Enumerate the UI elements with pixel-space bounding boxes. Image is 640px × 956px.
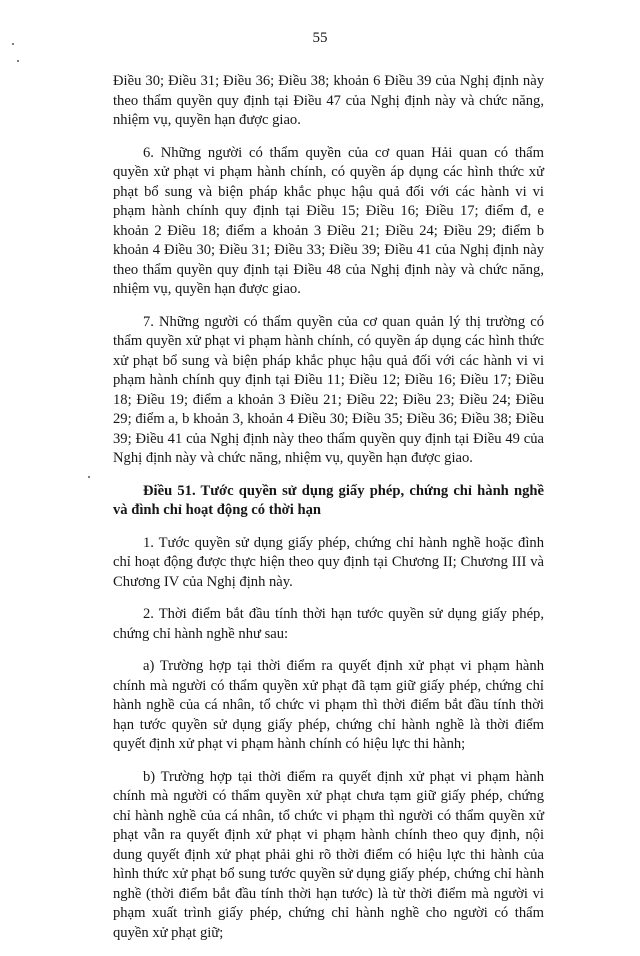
article-heading: Điều 51. Tước quyền sử dụng giấy phép, chứng chỉ hành nghề và đình chỉ hoạt động có thời hạn bbox=[113, 482, 544, 518]
page-number: 55 bbox=[312, 30, 328, 46]
paragraph: b) Trường hợp tại thời điểm ra quyết định xử phạt vi phạm hành chính mà người có thẩm quyền xử phạt chưa tạm giữ giấy phép, chứng chỉ hành nghề của cá nhân, tổ chức vi phạm thì người có thẩm quyền xử phạt vẫn ra quyết định xử phạt vi phạm hành chính theo quy định, nội dung quyết định xử phạt phải ghi rõ thời điểm có hiệu lực thi hành của hình thức xử phạt bổ sung tước quyền sử dụng giấy phép, chứng chỉ hành nghề (thời điểm bắt đầu tính thời hạn tước) là từ thời điểm mà người vi phạm xuất trình giấy phép, chứng chỉ hành nghề cho người có thẩm quyền xử phạt giữ; bbox=[113, 768, 544, 941]
scan-speck bbox=[17, 60, 19, 62]
paragraph: 2. Thời điểm bắt đầu tính thời hạn tước quyền sử dụng giấy phép, chứng chỉ hành nghề như sau: bbox=[113, 606, 544, 642]
paragraph: a) Trường hợp tại thời điểm ra quyết định xử phạt vi phạm hành chính mà người có thẩm quyền xử phạt đã tạm giữ giấy phép, chứng chỉ hành nghề của cá nhân, tổ chức vi phạm thì thời điểm bắt đầu tính thời hạn tước quyền sử dụng giấy phép, chứng chỉ hành nghề là thời điểm quyết định xử phạt vi phạm hành chính có hiệu lực thi hành; bbox=[113, 658, 544, 752]
scan-speck bbox=[12, 43, 14, 45]
paragraph: Điều 30; Điều 31; Điều 36; Điều 38; khoản 6 Điều 39 của Nghị định này theo thẩm quyền quy định tại Điều 47 của Nghị định này và chức năng, nhiệm vụ, quyền hạn được giao. bbox=[113, 73, 544, 128]
scan-speck bbox=[88, 476, 90, 478]
document-body bbox=[113, 72, 544, 956]
paragraph: 6. Những người có thẩm quyền của cơ quan Hải quan có thẩm quyền xử phạt vi phạm hành chính, có quyền áp dụng các hình thức xử phạt bổ sung và biện pháp khắc phục hậu quả đối với các hành vi vi phạm hành chính quy định tại Điều 15; Điều 16; Điều 17; điểm đ, e khoản 2 Điều 18; điểm a khoản 3 Điều 21; Điều 24; Điều 29; điểm b khoản 4 Điều 30; Điều 31; Điều 33; Điều 39; Điều 41 của Nghị định này theo thẩm quyền quy định tại Điều 48 của Nghị định này và chức năng, nhiệm vụ, quyền hạn được giao. bbox=[113, 144, 544, 297]
paragraph: 7. Những người có thẩm quyền của cơ quan quản lý thị trường có thẩm quyền xử phạt vi phạm hành chính, có quyền áp dụng các hình thức xử phạt bổ sung và biện pháp khắc phục hậu quả đối với các hành vi vi phạm hành chính quy định tại Điều 11; Điều 12; Điều 16; Điều 17; Điều 18; Điều 19; điểm a khoản 3 Điều 21; Điều 22; Điều 23; Điều 24; Điều 29; điểm a, b khoản 3, khoản 4 Điều 30; Điều 35; Điều 36; Điều 38; Điều 39; Điều 41 của Nghị định này theo thẩm quyền quy định tại Điều 49 của Nghị định này và chức năng, nhiệm vụ, quyền hạn được giao. bbox=[113, 313, 544, 466]
paragraph: 1. Tước quyền sử dụng giấy phép, chứng chỉ hành nghề hoặc đình chỉ hoạt động được thực hiện theo quy định tại Chương II; Chương III và Chương IV của Nghị định này. bbox=[113, 534, 544, 590]
